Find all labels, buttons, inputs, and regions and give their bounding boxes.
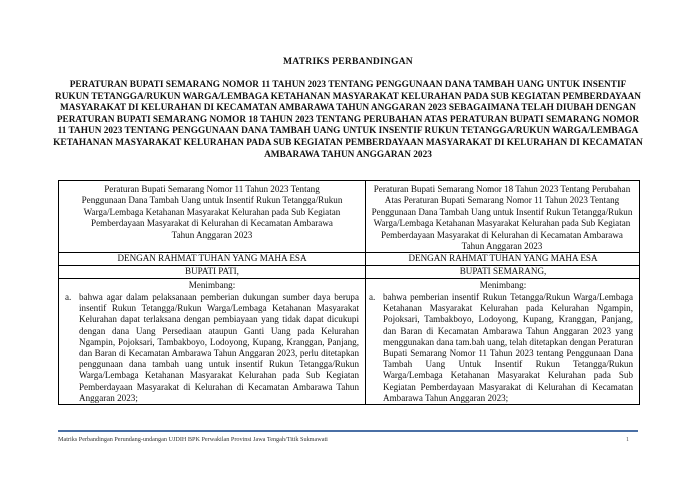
left-menimbang-label: Menimbang: [188, 280, 236, 290]
left-item-marker: a. [65, 292, 72, 302]
page-title: MATRIKS PERBANDINGAN [283, 56, 413, 67]
footer-rule [58, 430, 638, 432]
left-item-text: bahwa agar dalam pelaksanaan pemberian dukungan sumber daya berupa insentif Rukun Tetangga/Rukun Warga/Lembaga Ketahanan Masyarakat Kelurahan dapat terlaksana dengan pembiayaan yang tidak dapat dicukupi dengan dana Uang Persediaan ataupun Ganti Uang pada Kelurahan Ngampin, Pojoksari, Tambakboyo, Lodoyong, Kupang, Kranggan, Panjang, dan Baran di Kecamatan Ambarawa Tahun Anggaran 2023, perlu ditetapkan penggunaan dana tambah uang untuk insentif Rukun Tetangga/Rukun Warga/Lembaga Ketahanan Masyarakat Kelurahan pada Sub Kegiatan Pemberdayaan Masyarakat di Kelurahan di Kecamatan Ambarawa Tahun Anggaran 2023; [79, 292, 359, 403]
column-divider [365, 181, 366, 404]
row-divider [59, 278, 639, 279]
right-column-header: Peraturan Bupati Semarang Nomor 18 Tahun 2023 Tentang Perubahan Atas Peraturan Bupati Semarang Nomor 11 Tahun 2023 Tentang Penggunaan Dana Tambah Uang untuk Insentif Rukun Tetangga/Rukun Warga/Lembaga Ketahanan Masyarakat Kelurahan pada Sub Kegiatan Pemberdayaan Masyarakat di Kelurahan di Kecamatan Ambarawa Tahun Anggaran 2023 [371, 184, 633, 252]
page-number: 1 [626, 436, 630, 443]
right-item-text: bahwa pemberian insentif Rukun Tetangga/Rukun Warga/Lembaga Ketahanan Masyarakat Kelurahan pada Kelurahan Ngampin, Pojoksari, Tambakboyo, Lodoyong, Kupang, Kranggan, Panjang, dan Baran di Kecamatan Ambarawa Tahun Anggaran 2023 yang menggunakan dana tam.bah uang, telah ditetapkan dengan Peraturan Bupati Semarang Nomor 11 Tahun 2023 tentang Penggunaan Dana Tambah Uang Untuk Insentif Rukun Tetangga/Rukun Warga/Lembaga Ketahanan Masyarakat Kelurahan pada Sub Kegiatan Pemberdayaan Masyarakat di Kelurahan di Kecamatan Ambarawa Tahun Anggaran 2023; [383, 292, 633, 403]
footer-text: Matriks Perbandingan Perundang-undangan UJDIH BPK Perwakilan Provinsi Jawa Tengah/Titik Sukmawati [58, 436, 328, 443]
document-heading: PERATURAN BUPATI SEMARANG NOMOR 11 TAHUN 2023 TENTANG PENGGUNAAN DANA TAMBAH UANG UNTUK INSENTIF RUKUN TETANGGA/RUKUN WARGA/LEMBAGA KETAHANAN MASYARAKAT KELURAHAN PADA SUB KEGIATAN PEMBERDAYAAN MASYARAKAT DI KELURAHAN DI KECAMATAN AMBARAWA TAHUN ANGGARAN 2023 SEBAGAIMANA TELAH DIUBAH DENGAN PERATURAN BUPATI SEMARANG NOMOR 18 TAHUN 2023 TENTANG PERUBAHAN ATAS PERATURAN BUPATI SEMARANG NOMOR 11 TAHUN 2023 TENTANG PENGGUNAAN DANA TAMBAH UANG UNTUK INSENTIF RUKUN TETANGGA/RUKUN WARGA/LEMBAGA KETAHANAN MASYARAKAT KELURAHAN PADA SUB KEGIATAN PEMBERDAYAAN MASYARAKAT DI KELURAHAN DI KECAMATAN AMBARAWA TAHUN ANGGARAN 2023 [53, 80, 643, 160]
left-column-header: Peraturan Bupati Semarang Nomor 11 Tahun 2023 Tentang Penggunaan Dana Tambah Uang untuk Insentif Rukun Tetangga/Rukun Warga/Lembaga Ketahanan Masyarakat Kelurahan pada Sub Kegiatan Pemberdayaan Masyarakat di Kelurahan di Kecamatan Ambarawa Tahun Anggaran 2023 [81, 184, 343, 240]
left-rahmat-row: DENGAN RAHMAT TUHAN YANG MAHA ESA [117, 253, 307, 263]
right-menimbang-label: Menimbang: [479, 280, 527, 290]
right-rahmat-row: DENGAN RAHMAT TUHAN YANG MAHA ESA [408, 253, 598, 263]
right-bupati-row: BUPATI SEMARANG, [459, 266, 547, 276]
left-bupati-row: BUPATI PATI, [185, 266, 239, 276]
comparison-table [58, 180, 640, 405]
right-item-marker: a. [369, 292, 376, 302]
